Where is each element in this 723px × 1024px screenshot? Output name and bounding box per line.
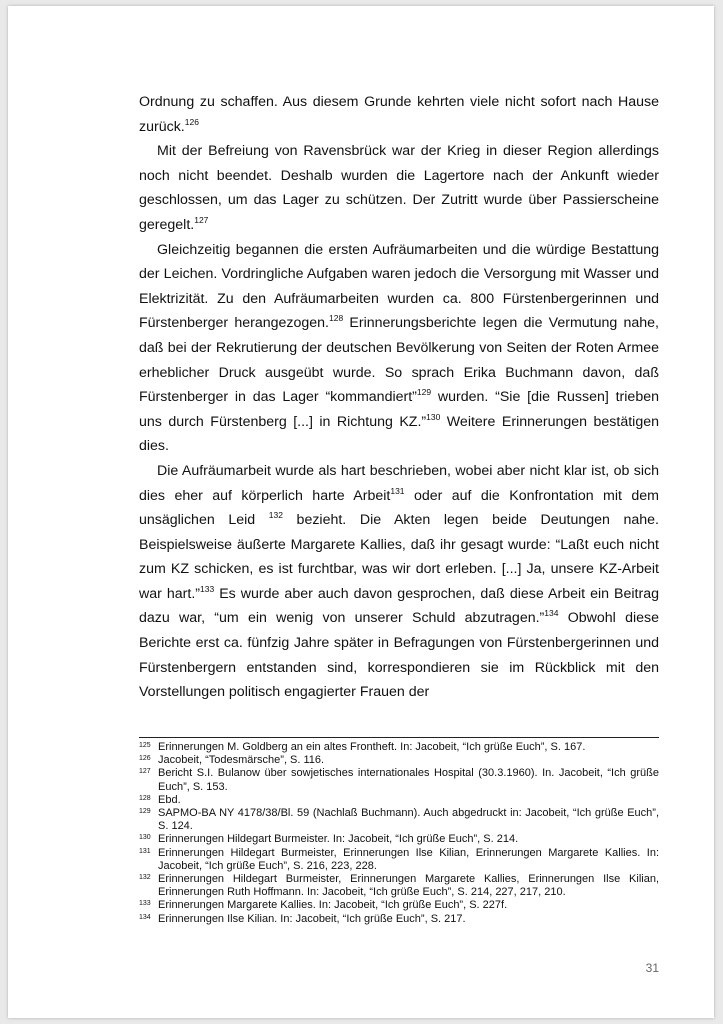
paragraph: [139, 90, 659, 139]
footnote-ref: 130: [426, 411, 441, 422]
footnote-ref: 132: [268, 510, 283, 521]
footnote-number: 130: [139, 834, 151, 842]
paragraph-text: Weitere Erinnerungen bestätigen dies.: [139, 413, 659, 455]
paragraph-text: Gleichzeitig begannen die ersten Aufräumarbeiten und die würdige Bestattung der Leichen. Vordringliche Aufgaben waren jedoch die Versorgung mit Wasser und Elektrizität. Zu den Aufräumarbeiten wurden ca. 800 Fürstenbergerinnen und Fürstenberger herangezogen.: [139, 241, 659, 332]
paragraph-text: bezieht. Die Akten legen beide Deutungen nahe. Beispielsweise äußerte Margarete Kallies, daß ihr gesagt wurde: “Laßt euch nicht zum KZ schicken, es ist furchtbar, was wir dort erleben. [...] Ja, unsere KZ-Arbeit war hart.”: [139, 512, 660, 602]
footnote: [139, 913, 659, 926]
document-page: [8, 6, 714, 1018]
footnote-ref: 127: [194, 214, 209, 225]
paragraph-text: Ordnung zu schaffen. Aus diesem Grunde kehrten viele nicht sofort nach Hause zurück.: [139, 94, 659, 135]
paragraph: [139, 238, 659, 459]
footnote-number: 133: [139, 900, 151, 908]
footnote-ref: 129: [416, 387, 432, 398]
footnote: [139, 794, 659, 807]
paragraph-text: Es wurde aber auch davon gesprochen, daß diese Arbeit ein Beitrag dazu war, “um ein wenig von unserer Schuld abzutragen.”: [139, 585, 659, 627]
footnote-text: Jacobeit, “Todesmärsche”, S. 116.: [158, 754, 325, 767]
footnote-text: SAPMO-BA NY 4178/38/Bl. 59 (Nachlaß Buchmann). Auch abgedruckt in: Jacobeit, “Ich grüße Euch”, S. 124.: [158, 807, 659, 833]
footnote-number: 125: [139, 742, 151, 749]
footnote-number: 132: [139, 874, 151, 882]
footnotes: [139, 741, 659, 926]
paragraph-text: Obwohl diese Berichte erst ca. fünfzig Jahre später in Befragungen von Fürstenbergerinnen und Fürstenbergern entstanden sind, korrespondieren sie im Rückblick mit den Vorstellungen politisch engagierter Frauen der: [139, 610, 659, 701]
paragraph-text: Die Aufräumarbeit wurde als hart beschrieben, wobei aber nicht klar ist, ob sich dies eher auf körperlich harte Arbeit: [139, 462, 659, 504]
footnote-text: Ebd.: [158, 793, 181, 806]
footnote-text: Erinnerungen Hildegart Burmeister, Erinnerungen Ilse Kilian, Erinnerungen Margarete Kallies. In: Jacobeit, “Ich grüße Euch”, S. 216, 223, 228.: [158, 846, 659, 872]
footnote-separator: [139, 737, 659, 738]
footnote-ref: 133: [200, 583, 215, 594]
paragraph-text: oder auf die Konfrontation mit dem unsäglichen Leid: [139, 487, 659, 529]
footnote: [139, 873, 659, 899]
footnote: [139, 754, 659, 767]
footnote-text: Erinnerungen Margarete Kallies. In: Jacobeit, “Ich grüße Euch”, S. 227f.: [158, 899, 508, 912]
footnote: [139, 767, 659, 793]
footnote: [139, 833, 659, 846]
page-number: 31: [645, 961, 659, 975]
footnote-number: 127: [139, 768, 151, 776]
paragraph: [139, 459, 659, 705]
footnote: [139, 741, 659, 754]
footnote-text: Erinnerungen Hildegart Burmeister. In: Jacobeit, “Ich grüße Euch”, S. 214.: [158, 833, 519, 846]
paragraph-text: Erinnerungsberichte legen die Vermutung nahe, daß bei der Rekrutierung der deutschen Bevölkerung von Seiten der Roten Armee erheblicher Druck ausgeübt wurde. So sprach Erika Buchmann davon, daß Fürstenberger in das Lager “kommandiert”: [139, 315, 660, 406]
footnote-text: Bericht S.I. Bulanow über sowjetisches internationales Hospital (30.3.1960). In. Jacobeit, “Ich grüße Euch”, S. 153.: [158, 767, 659, 793]
body-text: [139, 90, 659, 705]
footnote-ref: 131: [390, 485, 405, 496]
paragraph-text: Mit der Befreiung von Ravensbrück war der Krieg in dieser Region allerdings noch nicht beendet. Deshalb wurden die Lagertore nach der Ankunft wieder geschlossen, um das Lager zu schützen. Der Zutritt wurde über Passierscheine geregelt.: [139, 143, 659, 233]
footnote: [139, 899, 659, 912]
footnote-number: 134: [139, 913, 151, 921]
footnote-number: 128: [139, 794, 151, 802]
paragraph: [139, 139, 659, 237]
footnote: [139, 847, 659, 873]
footnote-text: Erinnerungen Hildegart Burmeister, Erinnerungen Margarete Kallies, Erinnerungen Ilse Kilian, Erinnerungen Ruth Hoffmann. In: Jacobeit, “Ich grüße Euch”, S. 214, 227, 217, 210.: [158, 873, 659, 899]
footnote: [139, 807, 659, 833]
footnote-ref: 128: [329, 313, 344, 324]
footnote-ref: 134: [544, 608, 559, 619]
footnote-ref: 126: [184, 116, 199, 127]
paragraph-text: wurden. “Sie [die Russen] trieben uns durch Fürstenberg [...] in Richtung KZ.”: [139, 389, 659, 430]
footnote-number: 131: [139, 847, 151, 855]
footnote-number: 126: [139, 755, 151, 763]
footnote-number: 129: [139, 808, 151, 816]
footnote-text: Erinnerungen M. Goldberg an ein altes Frontheft. In: Jacobeit, “Ich grüße Euch”, S. 167.: [158, 741, 586, 753]
footnote-text: Erinnerungen Ilse Kilian. In: Jacobeit, “Ich grüße Euch”, S. 217.: [158, 912, 466, 925]
